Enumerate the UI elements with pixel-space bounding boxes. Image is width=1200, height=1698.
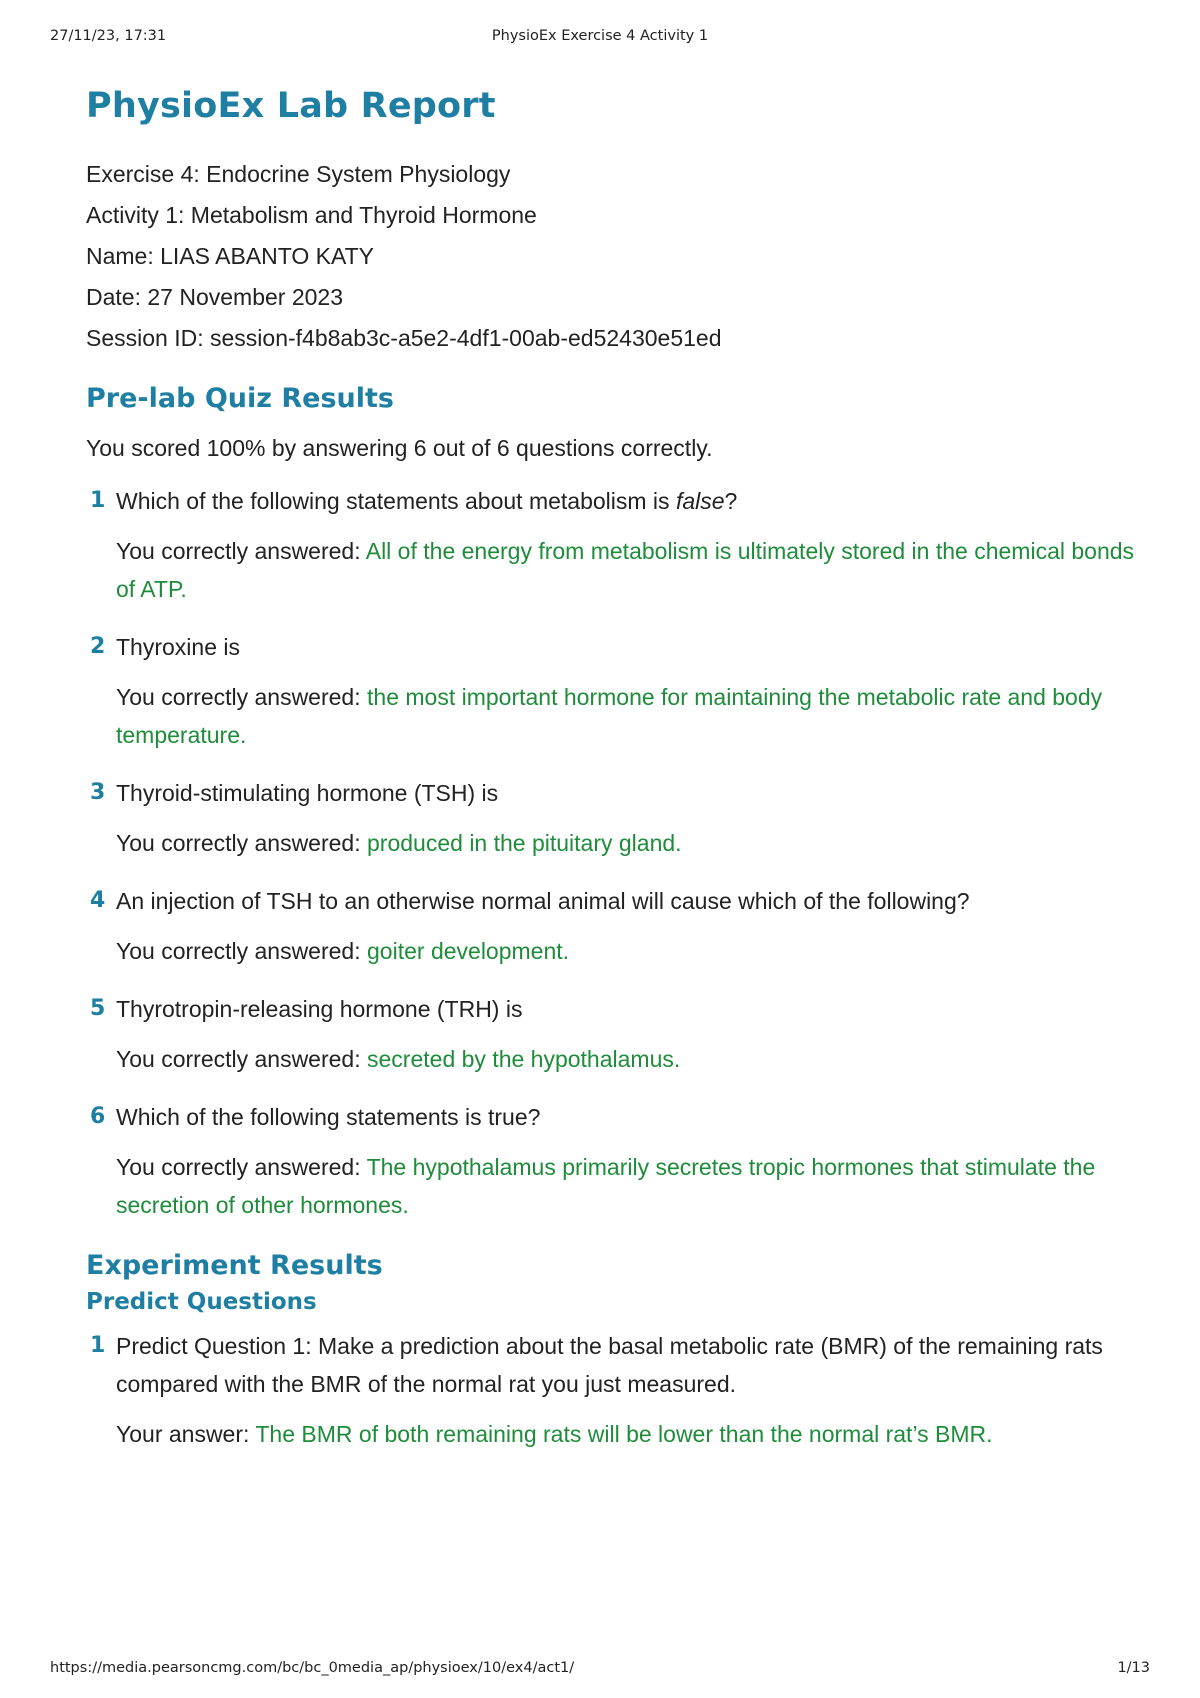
print-url: https://media.pearsoncmg.com/bc/bc_0media_ap/physioex/10/ex4/act1/ <box>50 1660 575 1676</box>
question-answer <box>116 824 1146 862</box>
print-datetime: 27/11/23, 17:31 <box>50 28 167 44</box>
question-answer <box>116 1415 1146 1453</box>
question-text: Predict Question 1: Make a prediction about the basal metabolic rate (BMR) of the remaining rats compared with the BMR of the normal rat you just measured. <box>116 1333 1103 1397</box>
prelab-question-4 <box>86 882 1146 970</box>
report-date: Date: 27 November 2023 <box>86 284 343 310</box>
answer-prefix: You correctly answered: <box>116 1154 367 1180</box>
activity-line: Activity 1: Metabolism and Thyroid Hormone <box>86 202 537 228</box>
print-footer <box>50 1660 1150 1682</box>
question-text: Which of the following statements is true? <box>116 1104 541 1130</box>
prelab-question-list <box>86 482 1146 1224</box>
predict-question-list <box>86 1327 1146 1453</box>
answer-prefix: You correctly answered: <box>116 684 368 710</box>
answer-prefix: You correctly answered: <box>116 830 368 856</box>
report-content <box>86 78 1146 1473</box>
report-title: PhysioEx Lab Report <box>86 86 496 126</box>
question-answer <box>116 678 1146 754</box>
answer-prefix: You correctly answered: <box>116 938 368 964</box>
question-number: 6 <box>90 1104 106 1129</box>
prelab-question-1 <box>86 482 1146 608</box>
prelab-question-3 <box>86 774 1146 862</box>
print-doc-title: PhysioEx Exercise 4 Activity 1 <box>491 28 709 44</box>
student-name: Name: LIAS ABANTO KATY <box>86 243 375 269</box>
exercise-line: Exercise 4: Endocrine System Physiology <box>86 161 511 187</box>
print-header <box>50 28 1150 50</box>
question-text: Thyrotropin-releasing hormone (TRH) is <box>116 996 523 1022</box>
question-answer <box>116 1148 1146 1224</box>
question-text: An injection of TSH to an otherwise normal animal will cause which of the following? <box>116 888 970 914</box>
question-number: 5 <box>90 996 106 1021</box>
question-text: Thyroxine is <box>116 634 240 660</box>
predict-question-1 <box>86 1327 1146 1453</box>
question-text: Thyroid-stimulating hormone (TSH) is <box>116 780 499 806</box>
page-number: 1/13 <box>1117 1660 1150 1676</box>
answer-text: goiter development. <box>367 938 570 964</box>
prelab-question-2 <box>86 628 1146 754</box>
answer-text: the most important hormone for maintaining the metabolic rate and body temperature. <box>116 684 1103 748</box>
experiment-section-title: Experiment Results <box>86 1250 383 1281</box>
prelab-question-6 <box>86 1098 1146 1224</box>
session-id: Session ID: session-f4b8ab3c-a5e2-4df1-00ab-ed52430e51ed <box>86 325 722 351</box>
question-number: 1 <box>90 488 106 513</box>
question-number: 2 <box>90 634 106 659</box>
answer-text: The hypothalamus primarily secretes tropic hormones that stimulate the secretion of other hormones. <box>116 1154 1096 1218</box>
predict-questions-title: Predict Questions <box>86 1289 317 1315</box>
question-text-part: ? <box>724 488 738 514</box>
answer-prefix: You correctly answered: <box>116 1046 368 1072</box>
answer-prefix: Your answer: <box>116 1421 256 1447</box>
answer-text: produced in the pituitary gland. <box>367 830 682 856</box>
prelab-section-title: Pre-lab Quiz Results <box>86 383 394 414</box>
answer-prefix: You correctly answered: <box>116 538 366 564</box>
question-number: 1 <box>90 1333 106 1358</box>
question-emphasis: false <box>675 488 725 514</box>
question-number: 4 <box>90 888 106 913</box>
question-text-part: Which of the following statements about metabolism is <box>116 488 676 514</box>
prelab-score: You scored 100% by answering 6 out of 6 questions correctly. <box>86 435 713 461</box>
question-number: 3 <box>90 780 106 805</box>
question-answer <box>116 932 1146 970</box>
answer-text: The BMR of both remaining rats will be lower than the normal rat’s BMR. <box>255 1421 993 1447</box>
question-text <box>116 482 1146 520</box>
question-answer <box>116 532 1146 608</box>
question-answer <box>116 1040 1146 1078</box>
prelab-question-5 <box>86 990 1146 1078</box>
answer-text: secreted by the hypothalamus. <box>367 1046 681 1072</box>
answer-text: All of the energy from metabolism is ultimately stored in the chemical bonds of ATP. <box>116 538 1135 602</box>
